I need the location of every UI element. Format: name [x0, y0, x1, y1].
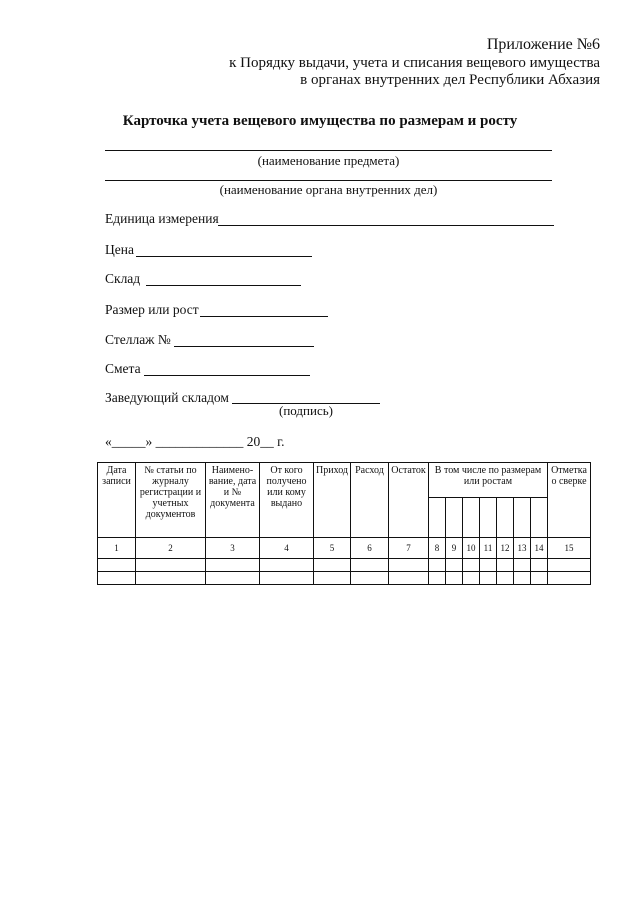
- col-number: 11: [480, 538, 497, 559]
- header-row: [98, 463, 591, 498]
- col-header-article: № статьи по журналу регистрации и учетных документов: [136, 463, 206, 538]
- header-line-2: в органах внутренних дел Республики Абхазия: [300, 72, 600, 88]
- table-row: [98, 572, 591, 585]
- col-header-date: Дата записи: [98, 463, 136, 538]
- item-name-line: [105, 150, 552, 151]
- col-header-expense: Расход: [351, 463, 389, 538]
- col-number: 1: [98, 538, 136, 559]
- unit-label: Единица измерения: [105, 211, 219, 226]
- col-header-reconciliation: Отметка о сверке: [548, 463, 591, 538]
- unit-line: [218, 225, 554, 226]
- rack-label: Стеллаж №: [105, 332, 171, 347]
- col-number: 6: [351, 538, 389, 559]
- header-line-1: к Порядку выдачи, учета и списания вещевого имущества: [229, 55, 600, 71]
- number-row: [98, 538, 591, 559]
- size-subcell: [480, 498, 497, 538]
- price-line: [136, 256, 312, 257]
- col-header-from-to: От кого получено или кому выдано: [260, 463, 314, 538]
- size-subcell: [514, 498, 531, 538]
- col-header-sizes: В том числе по размерам или ростам: [429, 463, 548, 498]
- size-subcell: [446, 498, 463, 538]
- warehouse-line: [146, 285, 301, 286]
- col-number: 14: [531, 538, 548, 559]
- item-name-caption: (наименование предмета): [257, 153, 400, 168]
- date-field: «_____» _____________ 20__ г.: [105, 434, 285, 449]
- col-number: 9: [446, 538, 463, 559]
- price-label: Цена: [105, 242, 134, 257]
- size-subcell: [463, 498, 480, 538]
- accounting-table: [97, 462, 591, 585]
- size-label: Размер или рост: [105, 302, 199, 317]
- col-header-income: Приход: [314, 463, 351, 538]
- document-title: Карточка учета вещевого имущества по размерам и росту: [122, 113, 518, 129]
- col-number: 10: [463, 538, 480, 559]
- manager-label: Заведующий складом: [105, 390, 229, 405]
- col-number: 15: [548, 538, 591, 559]
- signature-caption: (подпись): [279, 403, 333, 418]
- col-number: 7: [389, 538, 429, 559]
- col-number: 12: [497, 538, 514, 559]
- size-subcell: [429, 498, 446, 538]
- col-number: 2: [136, 538, 206, 559]
- table-row: [98, 559, 591, 572]
- col-number: 13: [514, 538, 531, 559]
- col-number: 5: [314, 538, 351, 559]
- estimate-label: Смета: [105, 361, 141, 376]
- size-subcell: [497, 498, 514, 538]
- organ-name-line: [105, 180, 552, 181]
- rack-line: [174, 346, 314, 347]
- col-header-document: Наимено-вание, дата и № документа: [206, 463, 260, 538]
- col-number: 8: [429, 538, 446, 559]
- appendix-label: Приложение №6: [486, 36, 600, 53]
- warehouse-label: Склад: [105, 271, 141, 286]
- estimate-line: [144, 375, 310, 376]
- size-subcell: [531, 498, 548, 538]
- size-line: [200, 316, 328, 317]
- organ-name-caption: (наименование органа внутренних дел): [219, 182, 438, 197]
- col-number: 4: [260, 538, 314, 559]
- col-header-balance: Остаток: [389, 463, 429, 538]
- col-number: 3: [206, 538, 260, 559]
